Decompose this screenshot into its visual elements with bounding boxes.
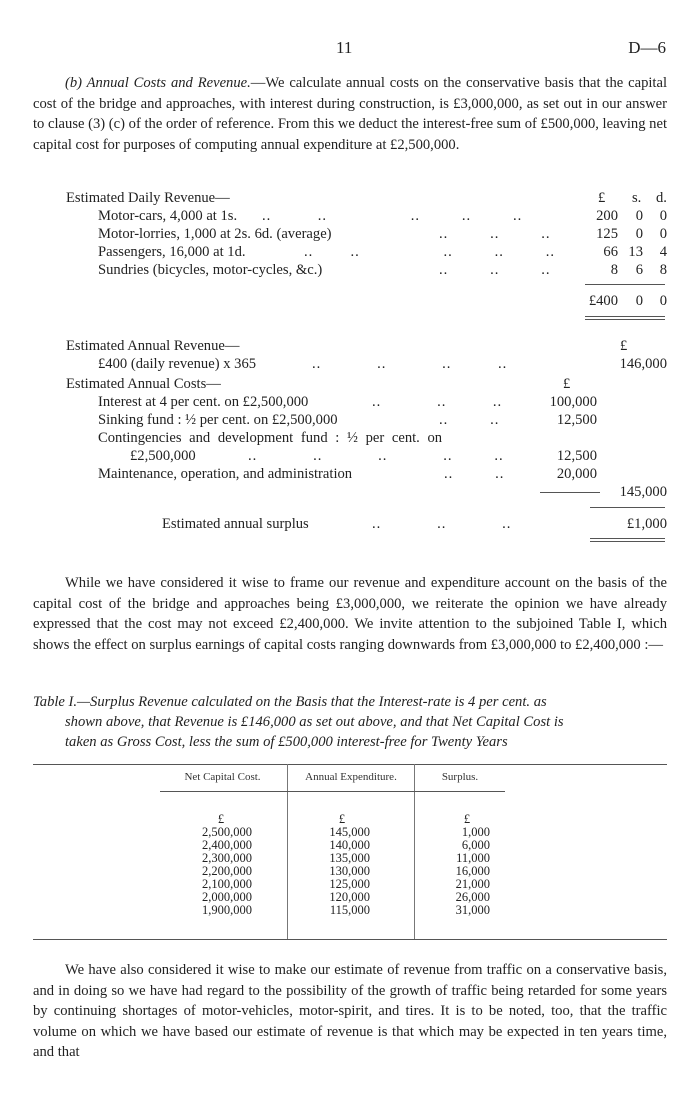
paragraph-2-text: While we have considered it wise to frame our revenue and expenditure account on the basis of the capital cost of the bridge and approaches being £3,000,000, we reiterate the opinion we have already expressed that the cost may not exceed £2,400,000. We invite attention to the subjoined Table I, which shows the effect on surplus earnings of capital costs ranging downwards from £3,000,000 to £2,400,000 :— — [33, 575, 667, 653]
leader-dots: .. .. .. .. .. — [304, 244, 556, 260]
divider — [590, 538, 665, 539]
daily-item-pence: 4 — [659, 244, 667, 260]
table-cell: 21,000 — [455, 877, 490, 891]
table-caption-line3: taken as Gross Cost, less the sum of £500,000 interest-free for Twenty Years — [65, 734, 508, 750]
daily-item-pounds: 66 — [603, 244, 618, 260]
table-cell: 145,000 — [329, 825, 370, 839]
cost-item-label-continued: £2,500,000 — [130, 448, 196, 464]
table-cell: 1,000 — [461, 825, 490, 839]
table-cell: 6,000 — [461, 838, 490, 852]
table-header-annual-expenditure: Annual Expenditure. — [305, 771, 397, 783]
table-bottom-rule — [33, 939, 667, 940]
daily-item-pence: 0 — [659, 226, 667, 242]
table-unit: £ — [217, 812, 225, 826]
divider — [590, 541, 665, 542]
page-number: 11 — [336, 38, 353, 57]
leader-dots: .. .. — [439, 412, 500, 428]
daily-item-shillings: 0 — [635, 226, 643, 242]
daily-item-label: Sundries (bicycles, motor-cycles, &c.) — [98, 262, 323, 278]
table-cell: 115,000 — [329, 903, 370, 917]
table-header-net-capital-cost: Net Capital Cost. — [184, 771, 261, 783]
cost-item-label: Sinking fund : ½ per cent. on £2,500,000 — [98, 412, 338, 428]
cost-item-value: 12,500 — [556, 448, 597, 464]
table-column-annual-expenditure — [314, 813, 370, 917]
divider — [585, 316, 665, 317]
divider — [590, 507, 665, 508]
table-cell: 135,000 — [329, 851, 370, 865]
table-cell: 2,200,000 — [202, 864, 252, 878]
unit-pence: d. — [656, 190, 667, 206]
leader-dots: .. .. .. .. .. — [248, 448, 504, 464]
daily-total-pence: 0 — [659, 293, 667, 309]
leader-dots: .. .. .. — [372, 516, 512, 532]
divider — [585, 319, 665, 320]
table-caption — [33, 692, 667, 752]
table-cell: 2,300,000 — [202, 851, 252, 865]
divider — [585, 284, 665, 285]
table-cell: 2,500,000 — [202, 825, 252, 839]
annual-costs-unit: £ — [563, 376, 571, 392]
surplus-label: Estimated annual surplus — [162, 516, 309, 532]
leader-dots: .. .. .. .. .. — [262, 208, 523, 224]
leader-dots: .. .. .. — [372, 394, 503, 410]
daily-item-label: Passengers, 16,000 at 1d. — [98, 244, 246, 260]
divider — [540, 492, 600, 493]
table-cell: 1,900,000 — [202, 903, 252, 917]
cost-item-label: Contingencies and development fund : ½ per cent. on — [98, 430, 443, 446]
intro-heading: (b) Annual Costs and Revenue. — [65, 75, 251, 91]
table-cell: 140,000 — [329, 838, 370, 852]
daily-item-pounds: 125 — [596, 226, 618, 242]
table-cell: 16,000 — [455, 864, 490, 878]
table-cell: 31,000 — [455, 903, 490, 917]
surplus-value: £1,000 — [626, 516, 667, 532]
table-header-rule — [160, 791, 505, 792]
table-caption-line2: shown above, that Revenue is £146,000 as set out above, and that Net Capital Cost is — [65, 714, 564, 730]
daily-revenue-title: Estimated Daily Revenue— — [66, 190, 230, 206]
daily-total-pounds: £400 — [588, 293, 618, 309]
daily-item-pence: 8 — [659, 262, 667, 278]
table-caption-line1: Table I.—Surplus Revenue calculated on the Basis that the Interest-rate is 4 per cent. as — [33, 694, 547, 710]
table-cell: 26,000 — [455, 890, 490, 904]
cost-item-value: 12,500 — [556, 412, 597, 428]
annual-costs-total: 145,000 — [619, 484, 667, 500]
paragraph-3 — [33, 960, 667, 1063]
cost-item-label: Maintenance, operation, and administration — [98, 466, 353, 482]
table-top-rule — [33, 764, 667, 765]
daily-total-shillings: 0 — [635, 293, 643, 309]
paragraph-3-text: We have also considered it wise to make our estimate of revenue from traffic on a conservative basis, and in doing so we have had regard to the possibility of the growth of traffic being retarded for some years by continuing shortages of motor-vehicles, motor-spirit, and tires. It is to be noted, too, that the traffic volume on which we have based our estimate of revenue is that which may be expected in ten years time, and that — [33, 962, 667, 1060]
annual-revenue-title: Estimated Annual Revenue— — [66, 338, 240, 354]
paragraph-2 — [33, 573, 667, 655]
daily-item-shillings: 6 — [635, 262, 643, 278]
cost-item-label: Interest at 4 per cent. on £2,500,000 — [98, 394, 309, 410]
table-cell: 130,000 — [329, 864, 370, 878]
daily-item-shillings: 13 — [628, 244, 643, 260]
table-cell: 2,000,000 — [202, 890, 252, 904]
daily-item-pence: 0 — [659, 208, 667, 224]
page-code: D—6 — [628, 38, 666, 57]
daily-item-label: Motor-lorries, 1,000 at 2s. 6d. (average) — [98, 226, 332, 242]
leader-dots: .. .. .. — [439, 226, 551, 242]
cost-item-value: 20,000 — [556, 466, 597, 482]
annual-costs-title: Estimated Annual Costs— — [66, 376, 221, 392]
daily-item-shillings: 0 — [635, 208, 643, 224]
unit-pounds: £ — [598, 190, 606, 206]
table-cell: 120,000 — [329, 890, 370, 904]
table-unit: £ — [463, 812, 471, 826]
annual-revenue-line: £400 (daily revenue) x 365 — [98, 356, 257, 372]
table-cell: 125,000 — [329, 877, 370, 891]
unit-shillings: s. — [632, 190, 642, 206]
daily-item-pounds: 8 — [610, 262, 618, 278]
annual-revenue-value: 146,000 — [619, 356, 667, 372]
annual-revenue-unit: £ — [620, 338, 628, 354]
daily-item-label: Motor-cars, 4,000 at 1s. — [98, 208, 238, 224]
table-cell: 11,000 — [456, 851, 490, 865]
table-cell: 2,100,000 — [202, 877, 252, 891]
leader-dots: .. .. .. — [439, 262, 551, 278]
intro-paragraph — [33, 73, 667, 155]
table-column-surplus — [444, 813, 490, 917]
leader-dots: .. .. — [444, 466, 505, 482]
table-unit: £ — [338, 812, 346, 826]
table-header-surplus: Surplus. — [441, 771, 479, 783]
table-column-net-capital-cost — [190, 813, 252, 917]
table-cell: 2,400,000 — [202, 838, 252, 852]
cost-item-value: 100,000 — [549, 394, 597, 410]
intro-text: —We calculate annual costs on the conservative basis that the capital cost of the bridge and approaches, with interest during construction, is £3,000,000, as set out in our answer to clause (3) (c) of the order of reference. From this we deduct the interest-free sum of £500,000, leaving net capital cost for purposes of computing annual expenditure at £2,500,000. — [33, 75, 668, 153]
daily-item-pounds: 200 — [596, 208, 618, 224]
leader-dots: .. .. .. .. — [312, 356, 508, 372]
